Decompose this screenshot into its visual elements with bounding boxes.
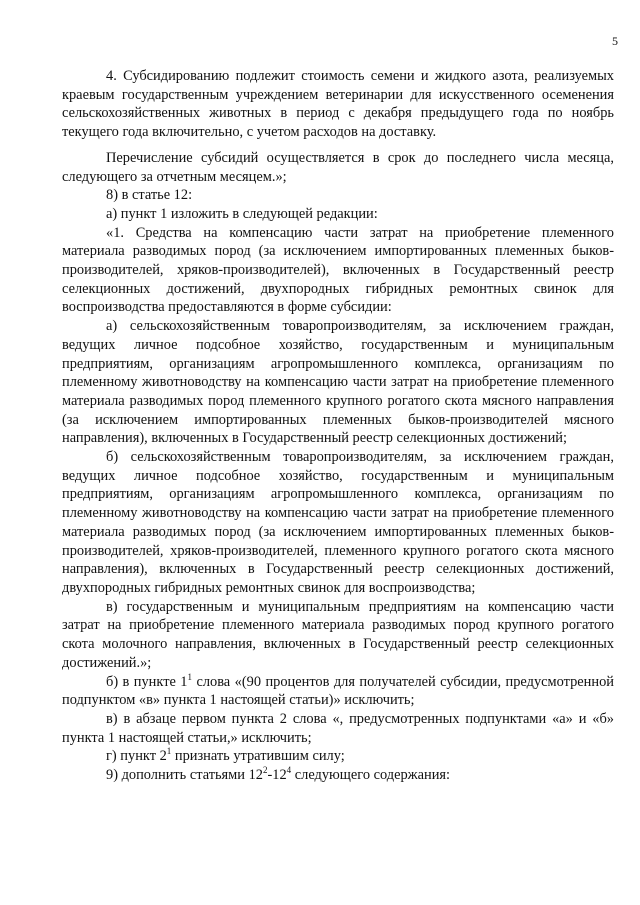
paragraph-point-2-1-repeal (62, 747, 614, 766)
text-fragment: б) в пункте 1 (106, 673, 188, 690)
superscript: 2 (262, 765, 268, 776)
superscript: 4 (286, 765, 292, 776)
paragraph-point-2-amend: в) в абзаце первом пункта 2 слова «, предусмотренных подпунктами «а» и «б» пункта 1 настоящей статьи,» исключить; (62, 710, 614, 746)
paragraph-subpoint-a: а) сельскохозяйственным товаропроизводителям, за исключением граждан, ведущих личное подсобное хозяйство, государственным и муниципальным предприятиям, организациям агропромышленного комплекса, организациям по племенному животноводству на компенсацию части затрат на приобретение племенного материала разводимых пород племенного крупного рогатого скота мясного направления (за исключением импортированных племенных быков-производителей мясного направления), включенных в Государственный реестр селекционных достижений; (62, 318, 614, 447)
paragraph-point-1-edit: а) пункт 1 изложить в следующей редакции: (106, 205, 378, 222)
paragraph-point-1-text: «1. Средства на компенсацию части затрат на приобретение племенного материала разводимых пород (за исключением импортированных племенных быков-производителей, хряков-производителей), включенных в Государственный реестр селекционных достижений, двухпородных гибридных ремонтных свинок для воспроизводства предоставляются в форме субсидии: (62, 224, 614, 316)
superscript: 1 (187, 671, 192, 682)
paragraph-4: 4. Субсидированию подлежит стоимость семени и жидкого азота, реализуемых краевым государственным учреждением ветеринарии для искусственного осеменения сельскохозяйственных животных в период с декабря предыдущего года по ноябрь текущего года включительно, с учетом расходов на доставку. (62, 68, 614, 141)
text-fragment: слова «(90 процентов для получателей субсидии, предусмотренной подпунктом «в» пункта 1 настоящей статьи)» исключить; (62, 673, 614, 709)
paragraph-point-1-1-amend (62, 673, 614, 710)
text-fragment: 9) дополнить статьями 12 (106, 767, 263, 784)
paragraph-subpoint-v: в) государственным и муниципальным предприятиям на компенсацию части затрат на приобретение племенного материала разводимых пород крупного рогатого скота молочного направления, включенных в Государственный реестр селекционных достижений.»; (62, 598, 614, 671)
paragraph-article-12: 8) в статье 12: (106, 187, 193, 204)
document-body (62, 67, 614, 785)
text-fragment: -12 (267, 767, 287, 784)
superscript: 1 (166, 746, 172, 757)
paragraph-add-articles (62, 766, 614, 785)
page-number: 5 (612, 34, 618, 48)
text-fragment: г) пункт 2 (106, 748, 167, 765)
text-fragment: следующего содержания: (291, 767, 451, 784)
text-fragment: признать утратившим силу; (171, 748, 345, 765)
paragraph-transfer-deadline: Перечисление субсидий осуществляется в срок до последнего числа месяца, следующего за отчетным месяцем.»; (62, 149, 614, 185)
paragraph-subpoint-b: б) сельскохозяйственным товаропроизводителям, за исключением граждан, ведущих личное подсобное хозяйство, государственным и муниципальным предприятиям, организациям агропромышленного комплекса, организациям по племенному животноводству на компенсацию части затрат на приобретение племенного материала разводимых пород (за исключением импортированных племенных быков-производителей, хряков-производителей, племенного крупного рогатого скота мясного направления), включенных в Государственный реестр селекционных достижений, двухпородных гибридных ремонтных свинок для воспроизводства; (62, 449, 614, 596)
